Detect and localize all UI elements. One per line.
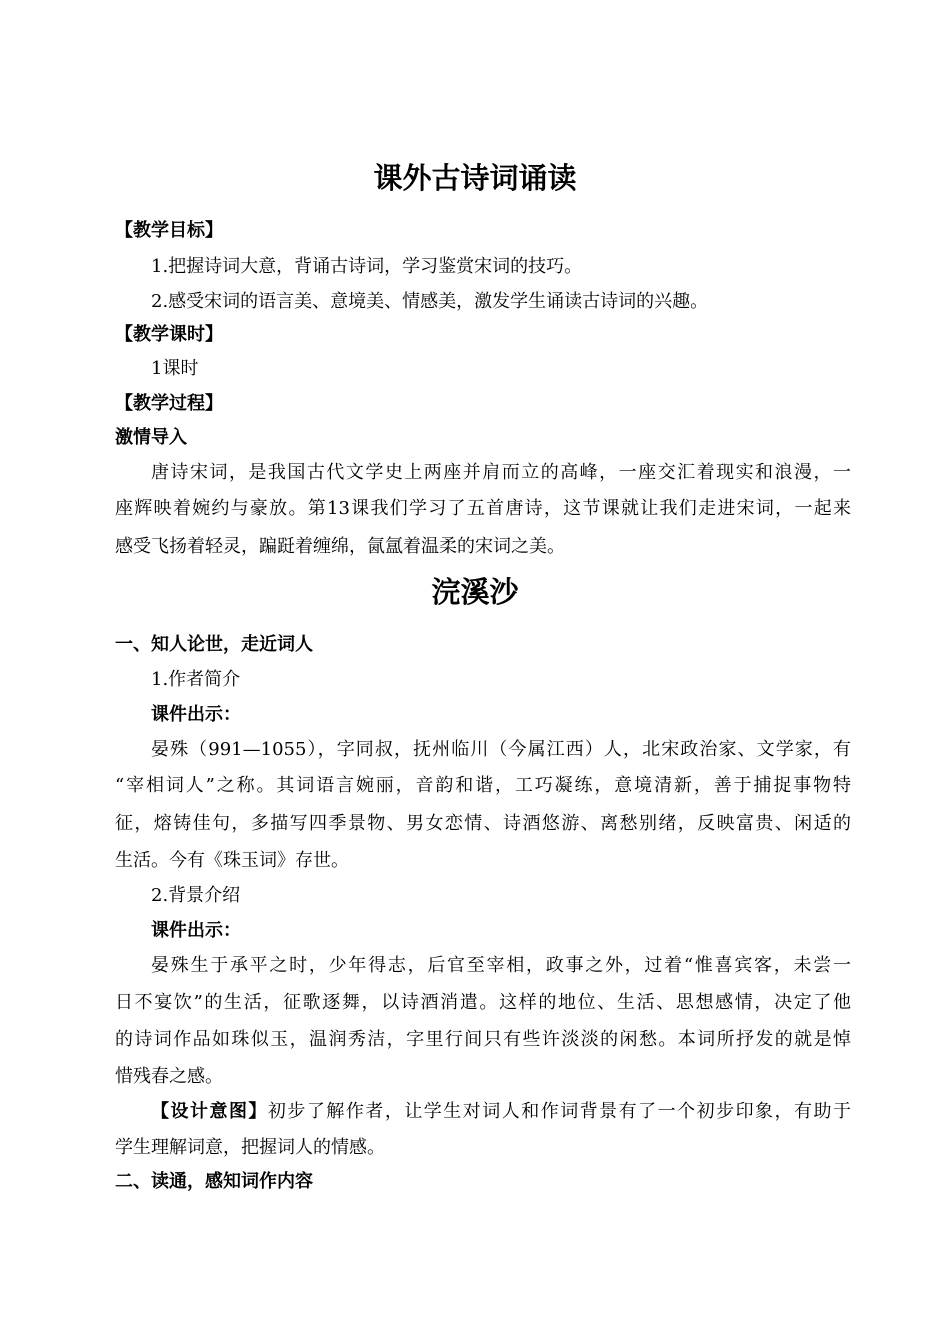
page-title: 课外古诗词诵读: [373, 161, 577, 195]
courseware-label-2: 课件出示：: [151, 920, 241, 941]
background-paragraph-line-2: 日不宴饮”的生活，征歌逐舞，以诗酒消遣。这样的地位、生活、思想感情，决定了他: [115, 992, 851, 1013]
author-paragraph-line-3: 征，熔铸佳句，多描写四季景物、男女恋情、诗酒悠游、离愁别绪，反映富贵、闲适的: [115, 813, 851, 834]
process-heading: 【教学过程】: [115, 393, 223, 414]
background-heading: 2.背景介绍: [151, 885, 241, 906]
design-intent-text-1: 初步了解作者，让学生对词人和作词背景有了一个初步印象，有助于: [267, 1101, 852, 1122]
courseware-label-1: 课件出示：: [151, 704, 241, 725]
intro-paragraph-line-2: 座辉映着婉约与豪放。第13课我们学习了五首唐诗，这节课就让我们走进宋词，一起来: [115, 498, 851, 519]
hours-value: 1课时: [151, 358, 199, 379]
author-paragraph-line-1: 晏殊（991—1055），字同叔，抚州临川（今属江西）人，北宋政治家、文学家，有: [151, 739, 851, 760]
author-heading: 1.作者简介: [151, 669, 241, 690]
background-paragraph-line-1: 晏殊生于承平之时，少年得志，后官至宰相，政事之外，过着“惟喜宾客，未尝一: [151, 955, 851, 976]
hours-heading: 【教学课时】: [115, 324, 223, 345]
intro-paragraph-line-3: 感受飞扬着轻灵，蹁跹着缠绵，氤氲着温柔的宋词之美。: [115, 536, 565, 557]
intro-paragraph-line-1: 唐诗宋词，是我国古代文学史上两座并肩而立的高峰，一座交汇着现实和浪漫，一: [151, 462, 851, 483]
poem-title: 浣溪沙: [431, 575, 519, 609]
intro-heading: 激情导入: [115, 427, 187, 448]
goal-heading: 【教学目标】: [115, 220, 223, 241]
design-intent-label: 【设计意图】: [151, 1101, 268, 1122]
goal-item-1: 1.把握诗词大意，背诵古诗词，学习鉴赏宋词的技巧。: [151, 256, 583, 277]
design-intent-line-1: [115, 1099, 851, 1125]
section-1-heading: 一、知人论世，走近词人: [115, 634, 313, 655]
background-paragraph-line-3: 的诗词作品如珠似玉，温润秀洁，字里行间只有些许淡淡的闲愁。本词所抒发的就是悼: [115, 1029, 851, 1050]
background-paragraph-line-4: 惜残春之感。: [115, 1066, 223, 1087]
section-2-heading: 二、读通，感知词作内容: [115, 1171, 313, 1192]
design-intent-line-2: 学生理解词意，把握词人的情感。: [115, 1137, 385, 1158]
author-paragraph-line-4: 生活。今有《珠玉词》存世。: [115, 850, 349, 871]
author-paragraph-line-2: “宰相词人”之称。其词语言婉丽，音韵和谐，工巧凝练，意境清新，善于捕捉事物特: [115, 775, 851, 796]
goal-item-2: 2.感受宋词的语言美、意境美、情感美，激发学生诵读古诗词的兴趣。: [151, 291, 709, 312]
